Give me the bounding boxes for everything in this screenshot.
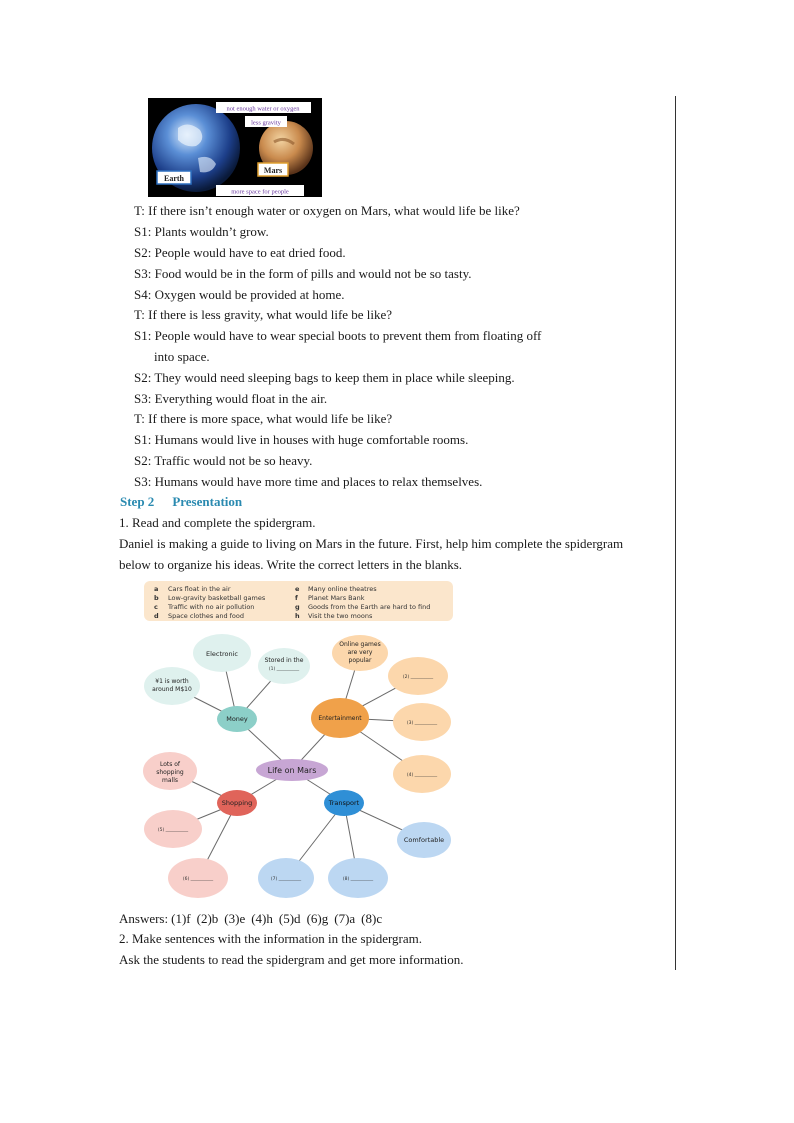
option-text: Goods from the Earth are hard to find — [308, 603, 431, 611]
option-letter: h — [295, 612, 300, 620]
online-label-2: are very — [347, 649, 373, 656]
answers-line — [119, 908, 388, 929]
step-title: Presentation — [172, 494, 243, 509]
blank-1: (1) __________ — [268, 667, 300, 672]
dialogue-line: into space. — [154, 349, 210, 364]
label-gravity: less gravity — [251, 119, 281, 127]
online-label-1: Online games — [339, 641, 381, 648]
comfortable-label: Comfortable — [403, 836, 445, 844]
dialogue-line: S1: People would have to wear special boots to prevent them from floating off — [134, 328, 542, 343]
dialogue-line: T: If there is less gravity, what would life be like? — [134, 307, 393, 322]
earth-mars-illustration — [148, 98, 322, 197]
label-space: more space for people — [231, 188, 289, 196]
answer-item: (8)c — [361, 911, 383, 926]
option-text: Visit the two moons — [308, 612, 373, 620]
label-earth: Earth — [164, 174, 184, 183]
money-label: Money — [226, 715, 248, 723]
online-label-3: popular — [348, 657, 372, 664]
spidergram — [140, 580, 460, 902]
stored-node — [258, 648, 310, 684]
blank-7: (7) __________ — [270, 877, 302, 882]
answer-item: (3)e — [224, 911, 246, 926]
option-text: Space clothes and food — [168, 612, 245, 620]
malls-label-2: shopping — [156, 769, 184, 776]
dialogue-line: S2: Traffic would not be so heavy. — [134, 453, 313, 468]
answers-label: Answers: — [119, 911, 169, 926]
task1-title: 1. Read and complete the spidergram. — [119, 515, 316, 530]
dialogue-line: S1: Humans would live in houses with huge comfortable rooms. — [134, 432, 469, 447]
dialogue-line: S2: People would have to eat dried food. — [134, 245, 346, 260]
option-letter: c — [154, 603, 158, 611]
label-water: not enough water or oxygen — [226, 105, 300, 113]
dialogue-line: S1: Plants wouldn’t grow. — [134, 224, 269, 239]
center-label: Life on Mars — [267, 766, 317, 775]
answer-item: (6)g — [306, 911, 329, 926]
page-margin-line — [675, 96, 676, 970]
blank-8: (8) __________ — [342, 877, 374, 882]
option-letter: d — [154, 612, 159, 620]
answer-item: (7)a — [334, 911, 356, 926]
dialogue-line: T: If there isn’t enough water or oxygen on Mars, what would life be like? — [134, 203, 520, 218]
blank-2: (2) __________ — [402, 675, 434, 680]
dialogue-line: S3: Food would be in the form of pills and would not be so tasty. — [134, 266, 472, 281]
blank-4: (4) __________ — [406, 773, 438, 778]
option-letter: e — [295, 585, 300, 593]
answer-item: (2)b — [196, 911, 219, 926]
task2-instruction: Ask the students to read the spidergram and get more information. — [119, 952, 464, 967]
option-text: Planet Mars Bank — [308, 594, 365, 602]
option-letter: f — [295, 594, 298, 602]
blank-3: (3) __________ — [406, 721, 438, 726]
task1-instruction-cont: below to organize his ideas. Write the correct letters in the blanks. — [119, 557, 463, 572]
task1-instruction: Daniel is making a guide to living on Mars in the future. First, help him complete the spidergram — [119, 536, 624, 551]
option-letter: a — [154, 585, 159, 593]
dialogue-line: S4: Oxygen would be provided at home. — [134, 287, 345, 302]
label-mars: Mars — [263, 166, 283, 175]
option-text: Cars float in the air — [168, 585, 231, 593]
task2-title: 2. Make sentences with the information in the spidergram. — [119, 931, 423, 946]
dialogue-line: S3: Everything would float in the air. — [134, 391, 328, 406]
dialogue-line: S2: They would need sleeping bags to keep them in place while sleeping. — [134, 370, 515, 385]
option-letter: g — [295, 603, 300, 611]
shopping-label: Shopping — [221, 799, 253, 807]
step-heading — [120, 494, 260, 510]
option-text: Low-gravity basketball games — [168, 594, 266, 602]
malls-label-3: malls — [162, 777, 178, 784]
answer-item: (1)f — [171, 911, 191, 926]
answer-item: (5)d — [278, 911, 301, 926]
dialogue-line: S3: Humans would have more time and places to relax themselves. — [134, 474, 483, 489]
option-text: Many online theatres — [308, 585, 377, 593]
malls-label-1: Lots of — [159, 761, 181, 768]
entertainment-label: Entertainment — [318, 715, 362, 722]
blank-5: (5) __________ — [157, 828, 189, 833]
transport-label: Transport — [328, 799, 360, 807]
dialogue-line: T: If there is more space, what would life be like? — [134, 411, 393, 426]
stored-label: Stored in the — [264, 657, 304, 664]
worth-label-1: ¥1 is worth — [155, 678, 189, 685]
electronic-label: Electronic — [205, 650, 239, 658]
step-number: Step 2 — [120, 494, 155, 509]
earth-mars-image — [148, 98, 322, 197]
answer-item: (4)h — [251, 911, 273, 926]
option-text: Traffic with no air pollution — [168, 603, 255, 611]
option-letter: b — [154, 594, 159, 602]
worth-label-2: around M$10 — [152, 686, 192, 693]
blank-6: (6) __________ — [182, 877, 214, 882]
